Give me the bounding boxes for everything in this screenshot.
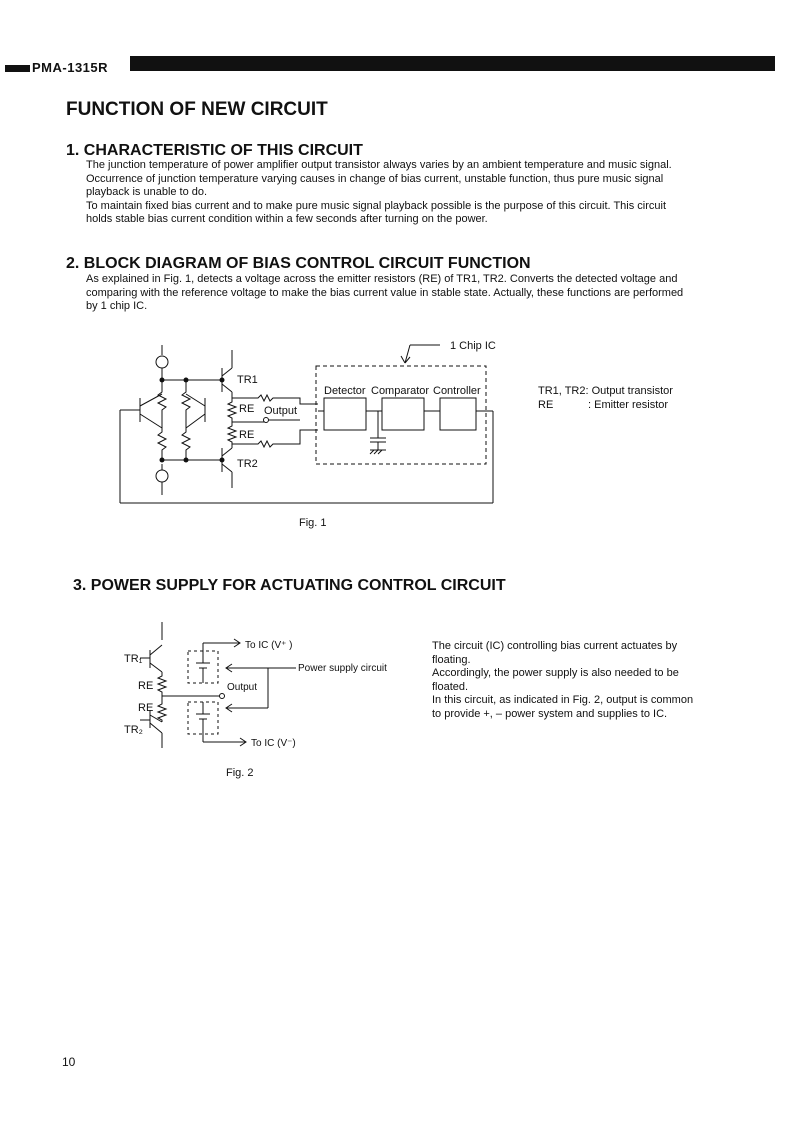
text-line: As explained in Fig. 1, detects a voltage across the emitter resistors (RE) of TR1, TR2. Converts the detected voltage and — [86, 273, 678, 285]
section3-body — [432, 640, 732, 721]
legend-line: TR1, TR2: Output transistor — [538, 385, 673, 397]
text-line: In this circuit, as indicated in Fig. 2, output is common — [432, 694, 694, 706]
text-line: floating. — [432, 653, 471, 666]
re-bottom-label: RE — [239, 429, 255, 441]
text-line: floated. — [432, 680, 469, 693]
tr2-label: TR2 — [237, 458, 258, 470]
text-line: playback is unable to do. — [86, 186, 208, 198]
section3-heading: 3. POWER SUPPLY FOR ACTUATING CONTROL CIRCUIT — [73, 577, 506, 594]
text-line: to provide +, – power system and supplies to IC. — [432, 707, 668, 720]
model-label: PMA-1315R — [32, 60, 109, 75]
text-line: The circuit (IC) controlling bias current actuates by — [432, 640, 678, 652]
page-title: FUNCTION OF NEW CIRCUIT — [66, 99, 328, 120]
text-line: Occurrence of junction temperature varying causes in change of bias current, unstable function, thus pure music signal — [86, 172, 664, 185]
fig2-re2-label: RE — [138, 702, 154, 714]
text-line: The junction temperature of power amplifier output transistor always varies by an ambient temperature and music signal. — [86, 159, 672, 171]
text-line: holds stable bias current condition within a few seconds after turning on the power. — [86, 213, 488, 225]
fig1-caption: Fig. 1 — [299, 517, 327, 529]
comparator-label: Comparator — [371, 385, 430, 397]
legend-value: : Emitter resistor — [588, 398, 669, 411]
page-number: 10 — [62, 1055, 76, 1069]
fig2-tr1-label: TR₁ — [124, 653, 143, 665]
fig2-tr2-label: TR₂ — [124, 724, 143, 736]
to-ic-minus-label: To IC (V⁻) — [251, 738, 296, 749]
legend-key: RE — [538, 398, 554, 411]
section1-heading: 1. CHARACTERISTIC OF THIS CIRCUIT — [66, 142, 363, 159]
detector-label: Detector — [324, 385, 366, 397]
tr1-label: TR1 — [237, 374, 258, 386]
psu-label: Power supply circuit — [298, 663, 387, 674]
output-label: Output — [264, 405, 298, 417]
to-ic-plus-label: To IC (V⁺ ) — [245, 640, 293, 651]
fig2-caption: Fig. 2 — [226, 767, 254, 779]
text-line: To maintain fixed bias current and to make pure music signal playback possible is the purpose of this circuit. This circuit — [86, 199, 667, 212]
text-line: by 1 chip IC. — [86, 300, 148, 312]
re-top-label: RE — [239, 403, 255, 415]
text-line: Accordingly, the power supply is also needed to be — [432, 667, 679, 679]
text-line: comparing with the reference voltage to make the bias current value in stable state. Actually, these functions are performed — [86, 286, 684, 299]
fig2-re1-label: RE — [138, 680, 154, 692]
chip-label: 1 Chip IC — [450, 340, 496, 352]
fig2-output-label: Output — [227, 682, 258, 693]
controller-label: Controller — [433, 385, 481, 397]
section2-heading: 2. BLOCK DIAGRAM OF BIAS CONTROL CIRCUIT FUNCTION — [66, 255, 531, 272]
